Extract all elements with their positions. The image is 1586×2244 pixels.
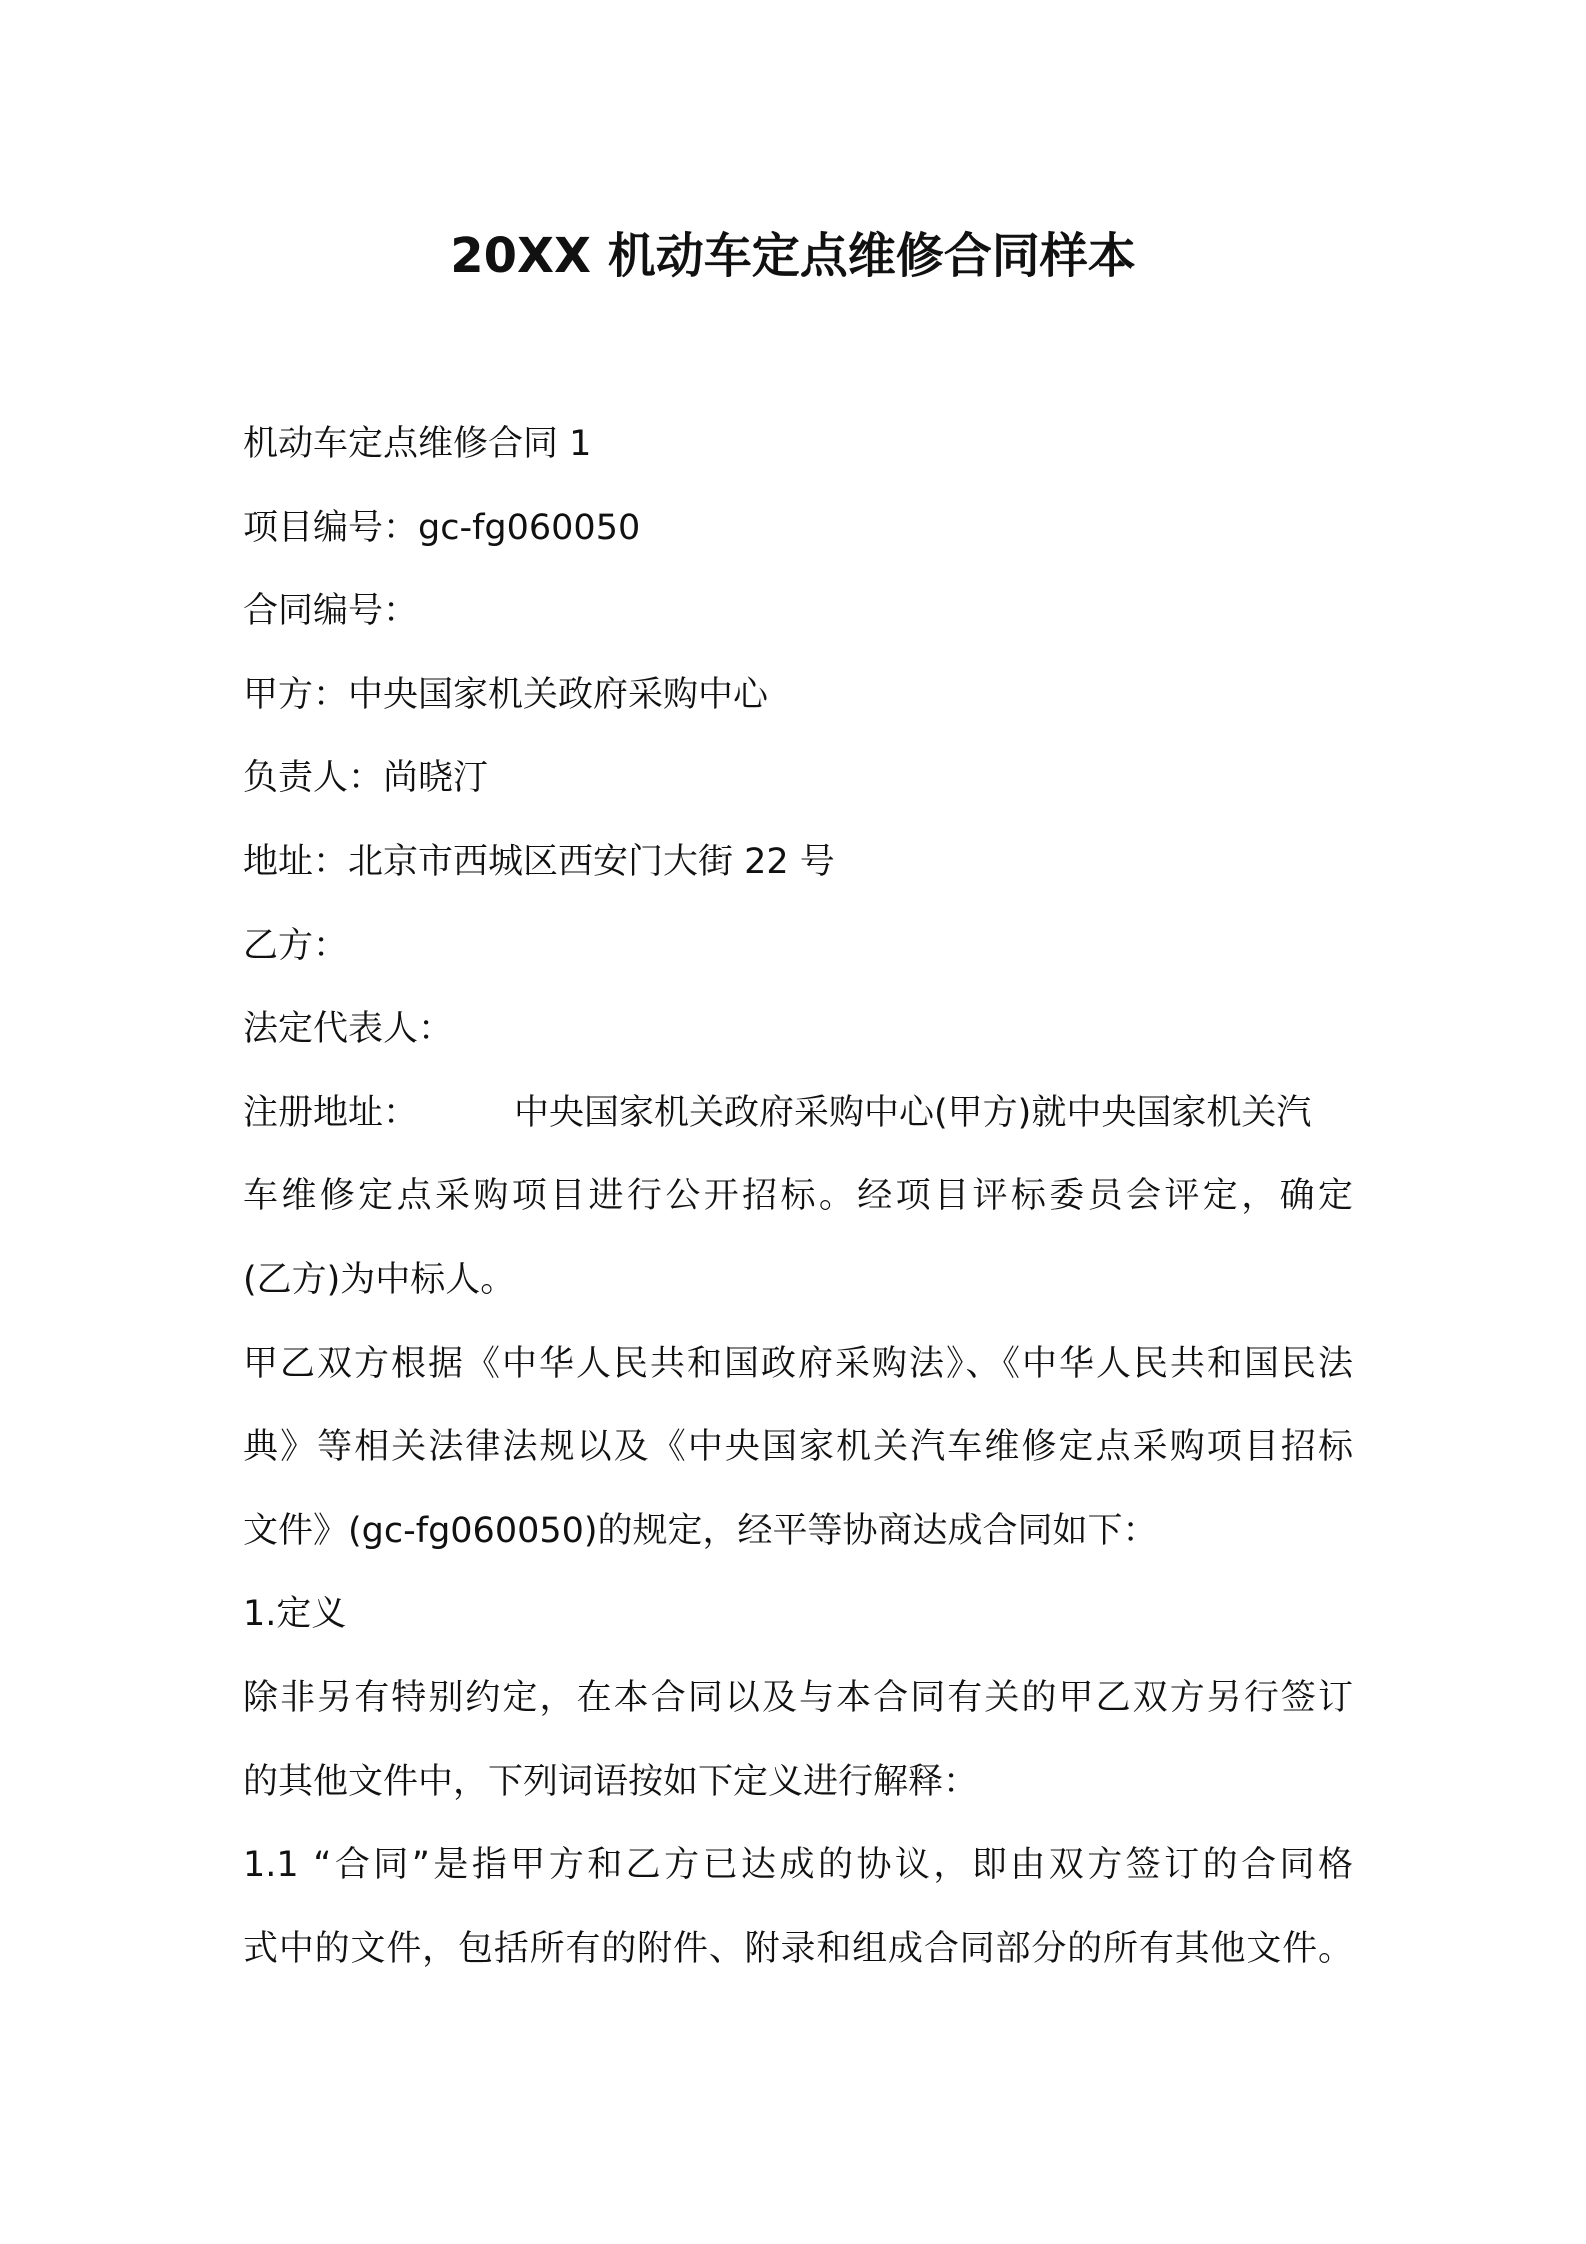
section-1-heading: 1.定义 bbox=[243, 1594, 347, 1635]
legal-representative: 法定代表人： bbox=[243, 1009, 454, 1050]
party-b: 乙方： bbox=[243, 925, 349, 966]
paragraph-1-line-2: 车维修定点采购项目进行公开招标。经项目评标委员会评定，确定 bbox=[243, 1176, 1353, 1217]
clause-1-1-line-2: 式中的文件，包括所有的附件、附录和组成合同部分的所有其他文件。 bbox=[243, 1928, 1353, 1969]
paragraph-2-line-2: 典》等相关法律法规以及《中央国家机关汽车维修定点采购项目招标 bbox=[243, 1427, 1353, 1468]
document-title: 20XX 机动车定点维修合同样本 bbox=[450, 228, 1136, 284]
registered-address-label: 注册地址： bbox=[243, 1092, 419, 1133]
paragraph-2-line-1: 甲乙双方根据《中华人民共和国政府采购法》、《中华人民共和国民法 bbox=[243, 1343, 1353, 1384]
paragraph-2-line-3: 文件》(gc-fg060050)的规定，经平等协商达成合同如下： bbox=[243, 1510, 1158, 1551]
document-body bbox=[243, 403, 1353, 1991]
paragraph-1-line-3: (乙方)为中标人。 bbox=[243, 1259, 516, 1300]
responsible-person: 负责人：尚晓汀 bbox=[243, 758, 489, 799]
contract-number: 合同编号： bbox=[243, 591, 419, 632]
registered-address-line bbox=[243, 1072, 1353, 1156]
section-1-line-1: 除非另有特别约定，在本合同以及与本合同有关的甲乙双方另行签订 bbox=[243, 1677, 1353, 1718]
address: 地址：北京市西城区西安门大街 22 号 bbox=[243, 841, 835, 882]
contract-heading: 机动车定点维修合同 1 bbox=[243, 424, 592, 464]
party-a: 甲方：中央国家机关政府采购中心 bbox=[243, 674, 769, 715]
section-1-line-2: 的其他文件中，下列词语按如下定义进行解释： bbox=[243, 1761, 979, 1802]
clause-1-1-line-1: 1.1 “合同”是指甲方和乙方已达成的协议，即由双方签订的合同格 bbox=[243, 1845, 1353, 1886]
paragraph-1-line-1: 中央国家机关政府采购中心(甲方)就中央国家机关汽 bbox=[514, 1092, 1312, 1133]
project-number: 项目编号：gc-fg060050 bbox=[243, 507, 641, 548]
